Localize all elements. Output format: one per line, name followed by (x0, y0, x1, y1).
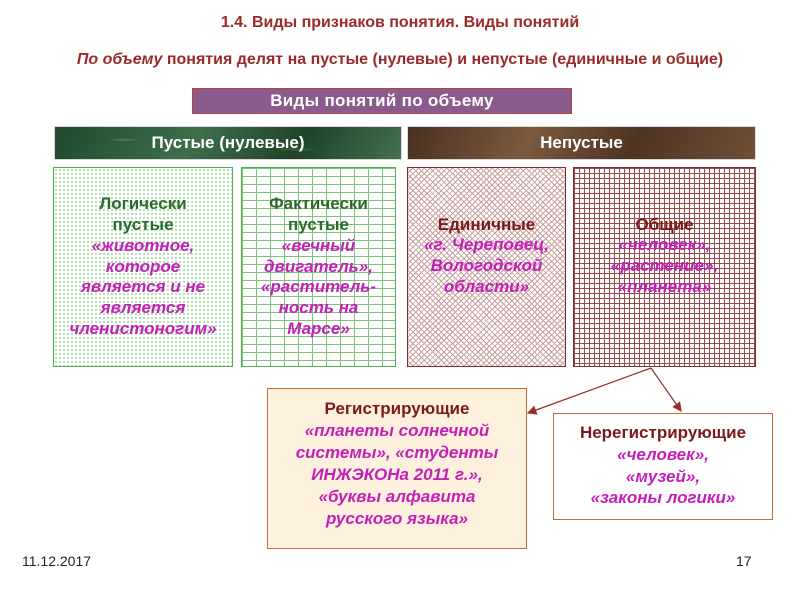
registering-example-line: «буквы алфавита (318, 487, 476, 507)
logical-title-line2: пустые (112, 215, 174, 235)
single-example-line: области» (443, 276, 530, 296)
nonregistering-example-line: «человек», (617, 444, 709, 464)
logical-example-line: является (100, 298, 186, 318)
general-example-line: «растение», (610, 256, 719, 275)
factual-example-line: двигатель», (264, 256, 373, 276)
logical-example-line: членистоногим» (69, 318, 217, 338)
factual-example-line: «вечный (281, 235, 356, 255)
footer-date: 11.12.2017 (22, 553, 92, 569)
general-example-line: «планета» (617, 276, 712, 296)
box-registering (267, 388, 527, 549)
single-example-line: «г. Череповец, (424, 235, 549, 255)
factual-title-line2: пустые (287, 215, 350, 235)
arrow-to-registering (528, 368, 651, 413)
footer-page-number: 17 (736, 553, 752, 569)
category-nonempty: Непустые (407, 126, 756, 160)
box-nonregistering (553, 413, 773, 520)
nonregistering-example-line: «законы логики» (590, 488, 736, 508)
general-title: Общие (635, 214, 694, 234)
logical-example-line: является и не (80, 277, 206, 297)
subtitle-emphasis: По объему (76, 51, 163, 68)
registering-example-line: «планеты солнечной (304, 421, 490, 441)
factual-example-line: «раститель- (260, 277, 377, 297)
factual-title-line1: Фактически (269, 194, 368, 214)
registering-title: Регистрирующие (324, 399, 470, 418)
factual-example-line: Марсе» (287, 318, 350, 338)
nonregistering-title: Нерегистрирующие (579, 423, 747, 442)
general-example-line: «человек», (618, 235, 711, 255)
registering-example-line: ИНЖЭКОНа 2011 г.», (311, 465, 483, 485)
category-empty: Пустые (нулевые) (54, 126, 402, 160)
logical-title-line1: Логически (99, 194, 187, 214)
factual-example-line: ность на (278, 298, 359, 318)
nonregistering-example-line: «музей», (625, 466, 701, 486)
logical-example-line: «животное, (91, 235, 195, 255)
registering-example-line: системы», «студенты (295, 443, 499, 463)
single-title: Единичные (437, 214, 536, 234)
diagram-header: Виды понятий по объему (192, 88, 572, 114)
single-example-line: Вологодской (430, 256, 543, 275)
arrow-to-nonregistering (651, 368, 681, 411)
subtitle-rest: понятия делят на пустые (нулевые) и непустые (единичные и общие) (162, 51, 724, 68)
slide-title: 1.4. Виды признаков понятия. Виды понятий (220, 14, 580, 31)
logical-example-line: которое (105, 256, 181, 276)
registering-example-line: русского языка» (325, 509, 468, 529)
